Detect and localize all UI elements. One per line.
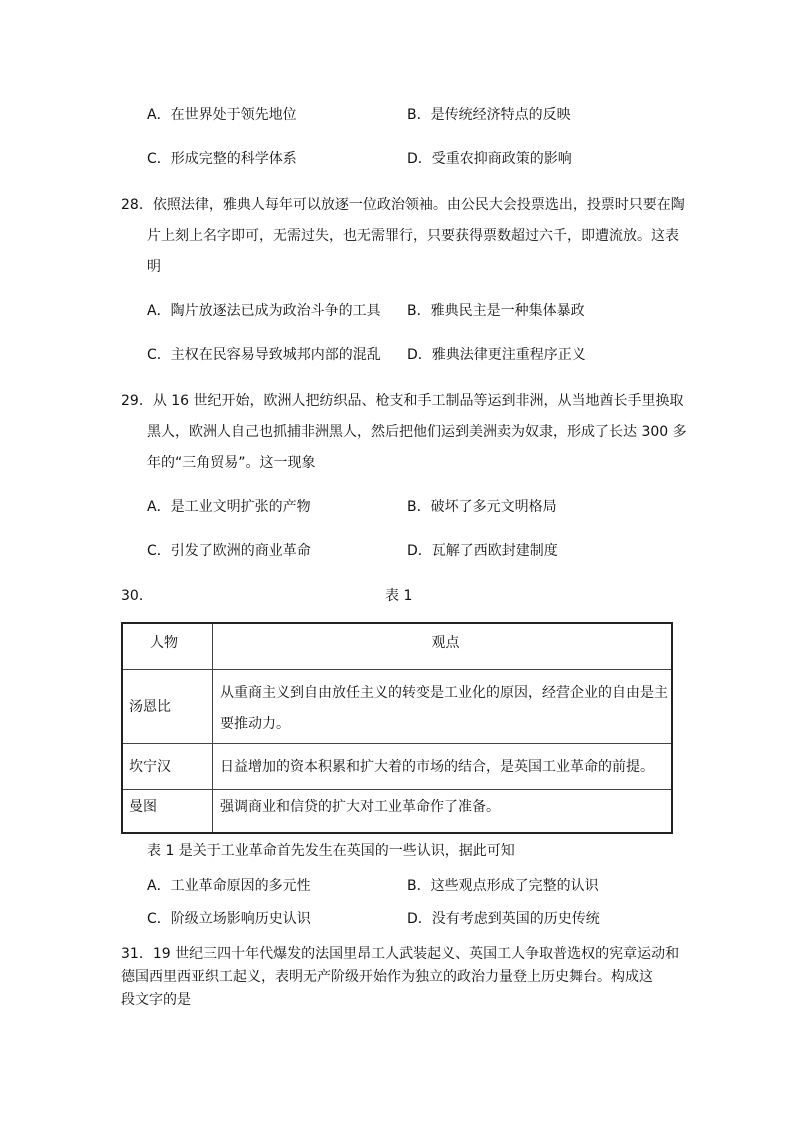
table-cell-person: 曼图 (122, 789, 213, 833)
q30-option-d: D．没有考虑到英国的历史传统 (407, 911, 600, 927)
q31-stem-line-1: 31．19 世纪三四十年代爆发的法国里昂工人武装起义、英国工人争取普选权的宪章运动和 (121, 946, 680, 962)
q28-stem-line-3: 明 (147, 259, 161, 275)
view-line-2: 要推动力。 (220, 715, 290, 732)
table-title: 表 1 (385, 588, 413, 604)
q31-stem-line-2: 德国西里西亚织工起义，表明无产阶级开始作为独立的政治力量登上历史舞台。构成这 (121, 969, 653, 985)
table-header-row (122, 623, 672, 669)
table-cell-person: 汤恩比 (122, 669, 213, 743)
table-cell-person: 坎宁汉 (122, 743, 213, 789)
q30-stem: 表 1 是关于工业革命首先发生在英国的一些认识，据此可知 (147, 843, 515, 859)
table-cell-view: 强调商业和信贷的扩大对工业革命作了准备。 (213, 789, 673, 833)
q27-option-c: C．形成完整的科学体系 (147, 151, 297, 167)
q30-option-c: C．阶级立场影响历史认识 (147, 911, 311, 927)
table-header-view: 观点 (213, 623, 673, 669)
table-cell-view: 日益增加的资本积累和扩大着的市场的结合，是英国工业革命的前提。 (213, 743, 673, 789)
q29-stem-line-1: 29．从 16 世纪开始，欧洲人把纺织品、枪支和手工制品等运到非洲，从当地酋长手里换取 (121, 393, 684, 409)
q30-number: 30． (121, 588, 153, 604)
q28-option-b: B．雅典民主是一种集体暴政 (407, 303, 585, 319)
q28-option-c: C．主权在民容易导致城邦内部的混乱 (147, 347, 381, 363)
q28-option-a: A．陶片放逐法已成为政治斗争的工具 (147, 303, 381, 319)
q27-option-a: A．在世界处于领先地位 (147, 107, 297, 123)
q29-stem-line-3: 年的“三角贸易”。这一现象 (147, 455, 316, 471)
q28-stem-line-2: 片上刻上名字即可，无需过失，也无需罪行，只要获得票数超过六千，即遭流放。这表 (147, 228, 679, 244)
q29-stem-line-2: 黑人，欧洲人自己也抓捕非洲黑人，然后把他们运到美洲卖为奴隶，形成了长达 300 多 (147, 424, 687, 440)
q29-option-a: A．是工业文明扩张的产物 (147, 499, 311, 515)
table-row (122, 669, 672, 743)
q29-option-c: C．引发了欧洲的商业革命 (147, 543, 311, 559)
table-row (122, 743, 672, 789)
q28-option-d: D．雅典法律更注重程序正义 (407, 347, 586, 363)
q28-stem-line-1: 28．依照法律，雅典人每年可以放逐一位政治领袖。由公民大会投票选出，投票时只要在陶 (121, 197, 685, 213)
table-row (122, 789, 672, 833)
view-line-1: 从重商主义到自由放任主义的转变是工业化的原因，经营企业的自由是主 (220, 684, 668, 701)
table-header-person: 人物 (122, 623, 213, 669)
q30-option-b: B．这些观点形成了完整的认识 (407, 878, 599, 894)
q31-stem-line-3: 段文字的是 (121, 992, 191, 1008)
viewpoints-table (121, 622, 673, 834)
table-cell-view (213, 669, 673, 743)
q30-option-a: A．工业革命原因的多元性 (147, 878, 311, 894)
q27-option-d: D．受重农抑商政策的影响 (407, 151, 572, 167)
q27-option-b: B．是传统经济特点的反映 (407, 107, 571, 123)
q29-option-b: B．破坏了多元文明格局 (407, 499, 557, 515)
q29-option-d: D．瓦解了西欧封建制度 (407, 543, 558, 559)
